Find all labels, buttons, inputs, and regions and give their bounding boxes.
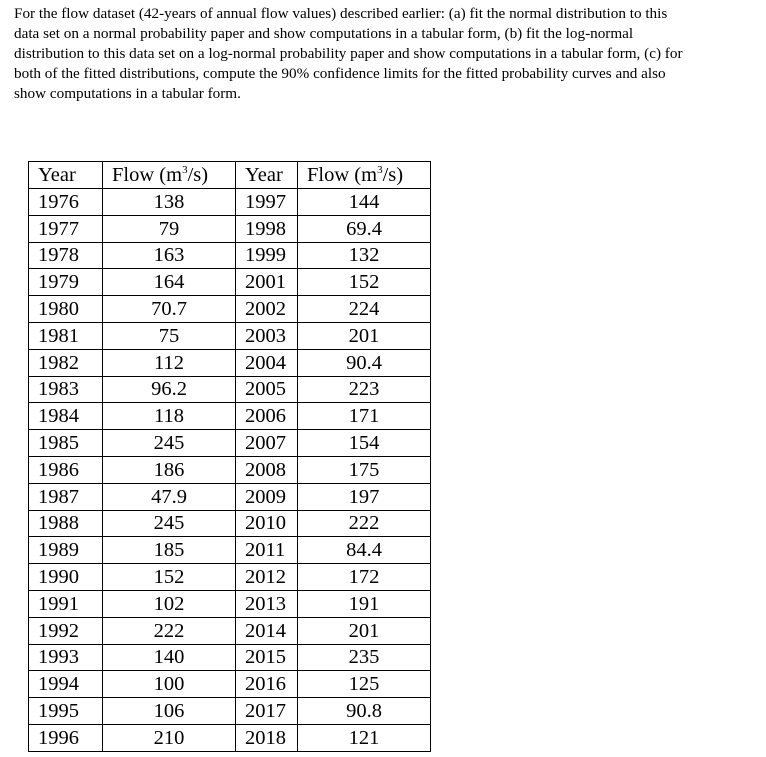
table-row xyxy=(29,456,431,483)
year-cell: 2001 xyxy=(236,269,298,296)
table-row xyxy=(29,215,431,242)
flow-cell: 70.7 xyxy=(103,296,236,323)
flow-cell: 84.4 xyxy=(298,537,431,564)
year-cell: 2016 xyxy=(236,671,298,698)
flow-cell: 132 xyxy=(298,242,431,269)
table-row xyxy=(29,724,431,751)
table-row xyxy=(29,617,431,644)
year-cell: 2010 xyxy=(236,510,298,537)
year-cell: 2009 xyxy=(236,483,298,510)
flow-cell: 191 xyxy=(298,590,431,617)
table-row xyxy=(29,510,431,537)
year-cell: 1976 xyxy=(29,189,103,216)
flow-cell: 69.4 xyxy=(298,215,431,242)
flow-cell: 75 xyxy=(103,322,236,349)
flow-cell: 125 xyxy=(298,671,431,698)
flow-cell: 222 xyxy=(103,617,236,644)
flow-cell: 245 xyxy=(103,510,236,537)
year-cell: 2012 xyxy=(236,564,298,591)
table-header-row xyxy=(29,162,431,189)
year-cell: 1994 xyxy=(29,671,103,698)
table-row xyxy=(29,698,431,725)
table-row xyxy=(29,242,431,269)
year-cell: 2002 xyxy=(236,296,298,323)
year-cell: 2018 xyxy=(236,724,298,751)
flow-unit-exponent: 3 xyxy=(182,164,188,176)
year-cell: 1998 xyxy=(236,215,298,242)
table-row xyxy=(29,322,431,349)
year-cell: 1995 xyxy=(29,698,103,725)
flow-cell: 154 xyxy=(298,430,431,457)
year-cell: 1991 xyxy=(29,590,103,617)
problem-line: both of the fitted distributions, compute the 90% confidence limits for the fitted probability curves and also xyxy=(14,65,666,82)
flow-cell: 121 xyxy=(298,724,431,751)
table-row xyxy=(29,564,431,591)
flow-cell: 197 xyxy=(298,483,431,510)
year-cell: 1977 xyxy=(29,215,103,242)
flow-cell: 47.9 xyxy=(103,483,236,510)
flow-cell: 106 xyxy=(103,698,236,725)
flow-cell: 171 xyxy=(298,403,431,430)
flow-header-label: Flow (m xyxy=(112,164,183,186)
flow-cell: 201 xyxy=(298,322,431,349)
flow-cell: 222 xyxy=(298,510,431,537)
year-cell: 1983 xyxy=(29,376,103,403)
flow-cell: 185 xyxy=(103,537,236,564)
flow-cell: 164 xyxy=(103,269,236,296)
flow-cell: 152 xyxy=(103,564,236,591)
year-cell: 2005 xyxy=(236,376,298,403)
year-cell: 1988 xyxy=(29,510,103,537)
year-cell: 2006 xyxy=(236,403,298,430)
flow-cell: 96.2 xyxy=(103,376,236,403)
year-cell: 1993 xyxy=(29,644,103,671)
year-cell: 1978 xyxy=(29,242,103,269)
flow-unit-suffix: /s) xyxy=(187,164,209,186)
flow-cell: 210 xyxy=(103,724,236,751)
year-header-1: Year xyxy=(29,162,103,189)
flow-cell: 79 xyxy=(103,215,236,242)
flow-header-label: Flow (m xyxy=(307,164,378,186)
year-cell: 1992 xyxy=(29,617,103,644)
year-cell: 1985 xyxy=(29,430,103,457)
year-cell: 1996 xyxy=(29,724,103,751)
flow-cell: 163 xyxy=(103,242,236,269)
table-row xyxy=(29,537,431,564)
year-cell: 1989 xyxy=(29,537,103,564)
table-row xyxy=(29,590,431,617)
year-cell: 1980 xyxy=(29,296,103,323)
flow-cell: 90.4 xyxy=(298,349,431,376)
flow-cell: 118 xyxy=(103,403,236,430)
flow-data-table xyxy=(28,161,431,752)
problem-line: For the flow dataset (42-years of annual flow values) described earlier: (a) fit the normal distribution to this xyxy=(14,5,668,22)
table-row xyxy=(29,349,431,376)
flow-cell: 138 xyxy=(103,189,236,216)
table-row xyxy=(29,430,431,457)
year-cell: 1981 xyxy=(29,322,103,349)
flow-unit-exponent: 3 xyxy=(377,164,383,176)
table-row xyxy=(29,671,431,698)
flow-cell: 90.8 xyxy=(298,698,431,725)
problem-line: show computations in a tabular form. xyxy=(14,85,241,102)
table-row xyxy=(29,644,431,671)
year-cell: 1990 xyxy=(29,564,103,591)
year-cell: 1999 xyxy=(236,242,298,269)
year-cell: 1982 xyxy=(29,349,103,376)
year-cell: 1987 xyxy=(29,483,103,510)
flow-header-1 xyxy=(103,162,236,189)
flow-cell: 102 xyxy=(103,590,236,617)
flow-cell: 223 xyxy=(298,376,431,403)
flow-cell: 144 xyxy=(298,189,431,216)
table-row xyxy=(29,296,431,323)
flow-cell: 112 xyxy=(103,349,236,376)
year-cell: 1984 xyxy=(29,403,103,430)
flow-cell: 224 xyxy=(298,296,431,323)
year-cell: 1979 xyxy=(29,269,103,296)
year-cell: 2003 xyxy=(236,322,298,349)
flow-cell: 100 xyxy=(103,671,236,698)
year-cell: 2004 xyxy=(236,349,298,376)
flow-cell: 201 xyxy=(298,617,431,644)
flow-header-2 xyxy=(298,162,431,189)
problem-line: distribution to this data set on a log-normal probability paper and show computations in a tabular form, (c) for xyxy=(14,45,683,62)
flow-cell: 172 xyxy=(298,564,431,591)
year-cell: 2008 xyxy=(236,456,298,483)
flow-cell: 175 xyxy=(298,456,431,483)
flow-cell: 140 xyxy=(103,644,236,671)
flow-cell: 152 xyxy=(298,269,431,296)
year-cell: 1986 xyxy=(29,456,103,483)
table-row xyxy=(29,269,431,296)
year-cell: 2015 xyxy=(236,644,298,671)
year-cell: 2011 xyxy=(236,537,298,564)
year-cell: 1997 xyxy=(236,189,298,216)
year-cell: 2014 xyxy=(236,617,298,644)
flow-cell: 245 xyxy=(103,430,236,457)
flow-unit-suffix: /s) xyxy=(382,164,404,186)
table-row xyxy=(29,376,431,403)
year-header-2: Year xyxy=(236,162,298,189)
flow-cell: 235 xyxy=(298,644,431,671)
year-cell: 2007 xyxy=(236,430,298,457)
flow-cell: 186 xyxy=(103,456,236,483)
year-cell: 2017 xyxy=(236,698,298,725)
table-row xyxy=(29,189,431,216)
table-row xyxy=(29,483,431,510)
problem-line: data set on a normal probability paper and show computations in a tabular form, (b) fit the log-normal xyxy=(14,25,634,42)
table-body xyxy=(29,189,431,752)
year-cell: 2013 xyxy=(236,590,298,617)
table-row xyxy=(29,403,431,430)
problem-statement xyxy=(14,4,754,104)
